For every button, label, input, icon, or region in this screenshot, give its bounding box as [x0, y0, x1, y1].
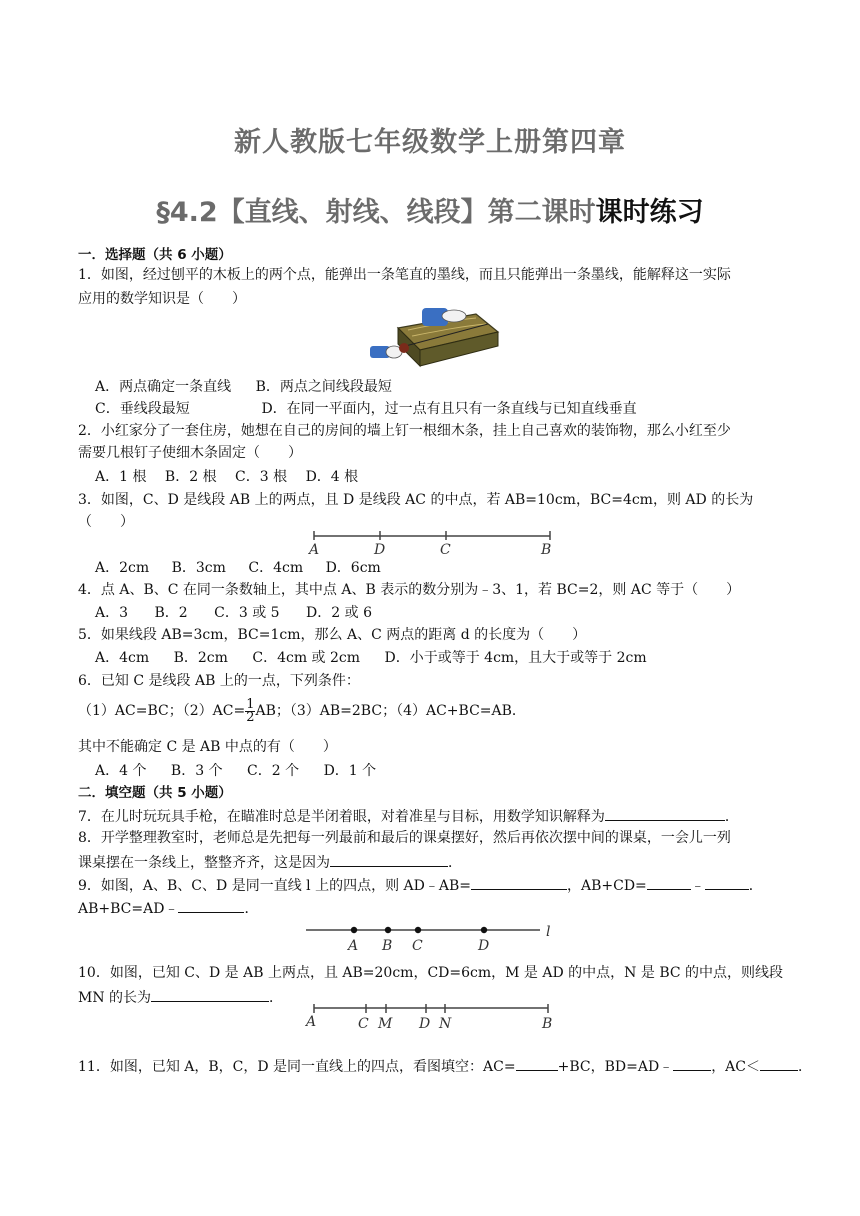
q1-wood-plank-illustration: [368, 306, 500, 368]
q10-text-line2: MN 的长为 ．: [78, 987, 283, 1007]
q8-answer-blank[interactable]: [330, 852, 448, 867]
q11-blank-1[interactable]: [516, 1056, 558, 1071]
q6-option-c[interactable]: C．2 个: [247, 763, 300, 779]
q3-option-b[interactable]: B．3cm: [171, 560, 226, 576]
q1-text-line2: 应用的数学知识是（ ）: [78, 291, 246, 307]
q5-option-a[interactable]: A．4cm: [95, 650, 150, 666]
section-choice-heading: 一．选择题（共 6 小题）: [78, 247, 232, 263]
q6-conditions-part1: （1）AC=BC；（2）AC=: [78, 703, 246, 719]
q2-option-d[interactable]: D．4 根: [305, 469, 359, 485]
q3-label-b: B: [541, 542, 552, 558]
q2-text-line2: 需要几根钉子使细木条固定（ ）: [78, 445, 302, 461]
q9-text-line2: AB+BC=AD﹣ ．: [78, 898, 258, 918]
q1-options-row2: [95, 400, 637, 418]
q2-text-line1: 2．小红家分了一套住房，她想在自己的房间的墙上钉一根细木条，挂上自己喜欢的装饰物，那么小红至少: [78, 423, 731, 439]
q10-text-line1: 10．如图，已知 C、D 是 AB 上两点，且 AB=20cm，CD=6cm，M 是 AD 的中点，N 是 BC 的中点，则线段: [78, 965, 784, 981]
q3-options: [95, 559, 381, 577]
q10-label-d: D: [419, 1016, 431, 1032]
q8-text-line2: 课桌摆在一条线上，整整齐齐，这是因为 ．: [78, 852, 462, 872]
q5-option-c[interactable]: C．4cm 或 2cm: [252, 650, 361, 666]
subtitle-suffix: 课时练习: [595, 197, 704, 228]
q9-blank-1[interactable]: [471, 875, 567, 890]
q1-option-d[interactable]: D．在同一平面内，过一点有且只有一条直线与已知直线垂直: [261, 401, 637, 417]
q6-option-b[interactable]: B．3 个: [170, 763, 223, 779]
q3-option-d[interactable]: D．6cm: [325, 560, 381, 576]
q1-option-a[interactable]: A．两点确定一条直线: [95, 379, 232, 395]
q4-option-d[interactable]: D．2 或 6: [306, 605, 372, 621]
q9-blank-2[interactable]: [647, 875, 691, 890]
q6-conditions-part2: AB；（3）AB=2BC；（4）AC+BC=AB．: [255, 703, 526, 719]
q6-conditions: [78, 696, 526, 726]
q9-label-a: A: [348, 938, 359, 954]
q3-label-c: C: [440, 542, 451, 558]
page-subtitle: [0, 190, 860, 229]
q10-label-a: A: [306, 1014, 317, 1030]
q4-option-b[interactable]: B．2: [154, 605, 188, 621]
q1-options-row1: [95, 378, 392, 396]
q10-label-c: C: [358, 1016, 369, 1032]
q10-label-b: B: [542, 1016, 553, 1032]
q9-blank-4[interactable]: [178, 898, 244, 913]
q3-option-c[interactable]: C．4cm: [248, 560, 304, 576]
q5-options: [95, 649, 647, 667]
q3-text-line2: （ ）: [78, 514, 134, 530]
q6-options: [95, 762, 376, 780]
q3-segment-diagram: [300, 528, 560, 558]
q3-label-a: A: [309, 542, 320, 558]
q10-label-m: M: [378, 1016, 393, 1032]
q5-option-b[interactable]: B．2cm: [173, 650, 228, 666]
q4-option-c[interactable]: C．3 或 5: [214, 605, 280, 621]
q10-answer-blank[interactable]: [151, 987, 269, 1002]
q2-options: [95, 468, 358, 486]
q9-label-d: D: [478, 938, 490, 954]
q2-option-c[interactable]: C．3 根: [235, 469, 288, 485]
q7-text: 7．在儿时玩玩具手枪，在瞄准时总是半闭着眼，对着准星与目标，用数学知识解释为 ．: [78, 806, 739, 826]
q2-option-b[interactable]: B．2 根: [164, 469, 217, 485]
q2-option-a[interactable]: A．1 根: [95, 469, 147, 485]
q9-text-line1: 9．如图，A、B、C、D 是同一直线 l 上的四点，则 AD﹣AB= ，AB+CD= ﹣ ．: [78, 875, 763, 895]
q6-fraction-half: $\frac{1}{2}$: [246, 696, 255, 725]
q7-question: 7．在儿时玩玩具手枪，在瞄准时总是半闭着眼，对着准星与目标，用数学知识解释为: [78, 809, 605, 825]
q9-label-c: C: [412, 938, 423, 954]
q1-option-b[interactable]: B．两点之间线段最短: [255, 379, 392, 395]
q4-options: [95, 604, 372, 622]
q8-text-line1: 8．开学整理教室时，老师总是先把每一列最前和最后的课桌摆好，然后再依次摆中间的课桌，一会儿一列: [78, 830, 731, 846]
page-title: 新人教版七年级数学上册第四章: [234, 127, 626, 158]
q7-answer-blank[interactable]: [605, 806, 725, 821]
q3-label-d: D: [374, 542, 386, 558]
q4-option-a[interactable]: A．3: [95, 605, 129, 621]
q6-text-line3: 其中不能确定 C 是 AB 中点的有（ ）: [78, 739, 337, 755]
q6-option-a[interactable]: A．4 个: [95, 763, 147, 779]
q5-option-d[interactable]: D．小于或等于 4cm，且大于或等于 2cm: [384, 650, 647, 666]
q1-text-line1: 1．如图，经过刨平的木板上的两个点，能弹出一条笔直的墨线，而且只能弹出一条墨线，能解释这一实际: [78, 267, 731, 283]
q10-label-n: N: [439, 1016, 452, 1032]
q9-line-diagram: [302, 920, 562, 954]
q11-blank-3[interactable]: [760, 1056, 798, 1071]
q4-text: 4．点 A、B、C 在同一条数轴上，其中点 A、B 表示的数分别为﹣3、1，若 BC=2，则 AC 等于（ ）: [78, 582, 741, 598]
q9-label-l: l: [546, 924, 551, 940]
section-fill-heading: 二．填空题（共 5 小题）: [78, 785, 232, 801]
q11-text: 11．如图，已知 A，B，C，D 是同一直线上的四点，看图填空：AC= +BC，BD=AD﹣ ，AC＜ ．: [78, 1056, 812, 1076]
q5-text: 5．如果线段 AB=3cm，BC=1cm，那么 A、C 两点的距离 d 的长度为（ ）: [78, 627, 587, 643]
q10-segment-diagram: [300, 1004, 562, 1032]
q9-blank-3[interactable]: [705, 875, 749, 890]
subtitle-prefix: §4.2【直线、射线、线段】第二课时: [156, 197, 596, 228]
q6-text-line1: 6．已知 C 是线段 AB 上的一点，下列条件：: [78, 673, 360, 689]
q3-option-a[interactable]: A．2cm: [95, 560, 150, 576]
q1-option-c[interactable]: C．垂线段最短: [95, 401, 190, 417]
q3-text-line1: 3．如图，C、D 是线段 AB 上的两点，且 D 是线段 AC 的中点，若 AB=10cm，BC=4cm，则 AD 的长为: [78, 492, 754, 508]
q11-blank-2[interactable]: [673, 1056, 711, 1071]
q6-option-d[interactable]: D．1 个: [323, 763, 377, 779]
q9-label-b: B: [382, 938, 393, 954]
